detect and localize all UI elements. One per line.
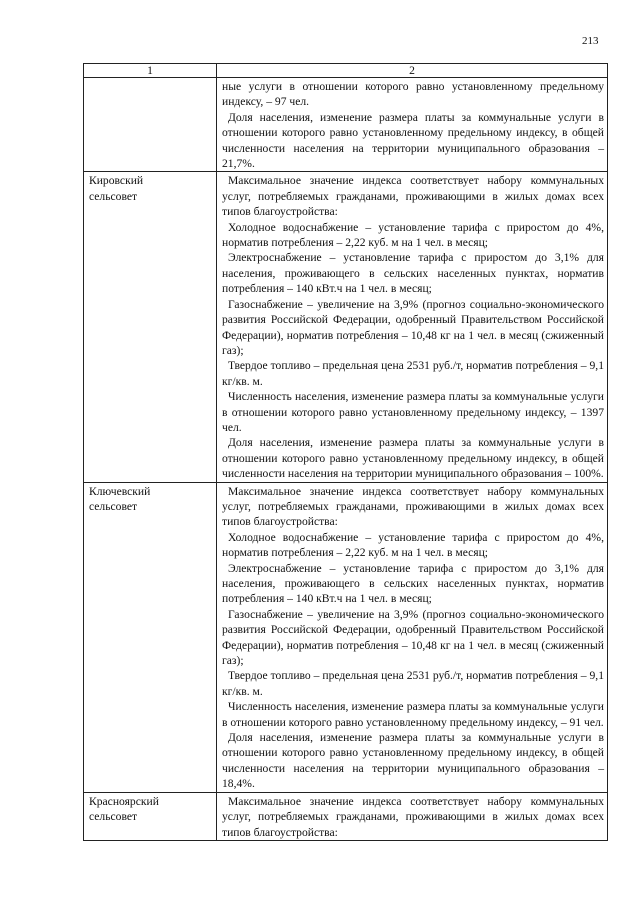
column-header-2: 2 [217, 64, 608, 78]
row-text-cell [217, 482, 608, 792]
municipality-name: Кировский сельсовет [89, 174, 144, 203]
table-row-klyuchevsky [84, 482, 608, 792]
row-text-cell [217, 792, 608, 840]
row-paragraph: Численность населения, изменение размера платы за коммунальные услуги в отношении которого равно установленному предельному индексу, – 1397 чел. [222, 390, 604, 434]
row-text-cell [217, 172, 608, 482]
row-name-cell [84, 482, 217, 792]
row-name-cell [84, 172, 217, 482]
row-name-cell [84, 792, 217, 840]
page-number: 213 [582, 35, 599, 47]
document-table [83, 63, 608, 841]
row-paragraph: Холодное водоснабжение – установление тарифа с приростом до 4%, норматив потребления – 2,22 куб. м на 1 чел. в месяц; [222, 530, 604, 560]
row-text-cell [217, 78, 608, 172]
row-paragraph: Газоснабжение – увеличение на 3,9% (прогноз социально-экономического развития Российской Федерации, одобренный Правительством Российской Федерации), норматив потребления – 10,48 кг на 1 чел. в месяц (сжиженный газ); [222, 607, 604, 668]
table-row-kirovsky [84, 172, 608, 482]
row-paragraph: Доля населения, изменение размера платы за коммунальные услуги в отношении которого равно установленному предельному индексу, в общей численности населения на территории муниципального образования – 18,4%. [222, 731, 604, 791]
row-paragraph: Холодное водоснабжение – установление тарифа с приростом до 4%, норматив потребления – 2,22 куб. м на 1 чел. в месяц; [222, 220, 604, 250]
row-paragraph: Электроснабжение – установление тарифа с приростом до 3,1% для населения, проживающего в сельских населенных пунктах, норматив потребления – 140 кВт.ч на 1 чел. в месяц; [222, 251, 604, 296]
row-paragraph: Электроснабжение – установление тарифа с приростом до 3,1% для населения, проживающего в сельских населенных пунктах, норматив потребления – 140 кВт.ч на 1 чел. в месяц; [222, 561, 604, 606]
row-paragraph: ные услуги в отношении которого равно установленному предельному индексу, – 97 чел. [222, 80, 604, 109]
municipality-name: Красноярский сельсовет [89, 794, 159, 824]
column-header-1: 1 [84, 64, 217, 78]
row-paragraph: Твердое топливо – предельная цена 2531 руб./т, норматив потребления – 9,1 кг/кв. м. [222, 669, 604, 698]
table-header-row [84, 64, 608, 78]
row-paragraph: Доля населения, изменение размера платы за коммунальные услуги в отношении которого равно установленному предельному индексу, в общей численности населения на территории муниципального образования – 21,7%. [222, 110, 604, 171]
table-row-continuation [84, 78, 608, 172]
row-name-cell [84, 78, 217, 172]
table-row-krasnoyarsky [84, 792, 608, 840]
row-paragraph: Максимальное значение индекса соответствует набору коммунальных услуг, потребляемых гражданами, проживающими в жилых домах всех типов благоустройства: [222, 794, 604, 839]
row-paragraph: Максимальное значение индекса соответствует набору коммунальных услуг, потребляемых гражданами, проживающими в жилых домах всех типов благоустройства: [222, 484, 604, 529]
municipality-name: Ключевский сельсовет [89, 484, 151, 513]
row-paragraph: Максимальное значение индекса соответствует набору коммунальных услуг, потребляемых гражданами, проживающими в жилых домах всех типов благоустройства: [222, 174, 604, 219]
row-paragraph: Газоснабжение – увеличение на 3,9% (прогноз социально-экономического развития Российской Федерации, одобренный Правительством Российской Федерации), норматив потребления – 10,48 кг на 1 чел. в месяц (сжиженный газ); [222, 297, 604, 357]
row-paragraph: Численность населения, изменение размера платы за коммунальные услуги в отношении которого равно установленному предельному индексу, – 91 чел. [222, 700, 604, 729]
row-paragraph: Твердое топливо – предельная цена 2531 руб./т, норматив потребления – 9,1 кг/кв. м. [222, 359, 604, 388]
row-paragraph: Доля населения, изменение размера платы за коммунальные услуги в отношении которого равно установленному предельному индексу, в общей численности населения на территории муниципального образования – 100%. [222, 436, 604, 481]
